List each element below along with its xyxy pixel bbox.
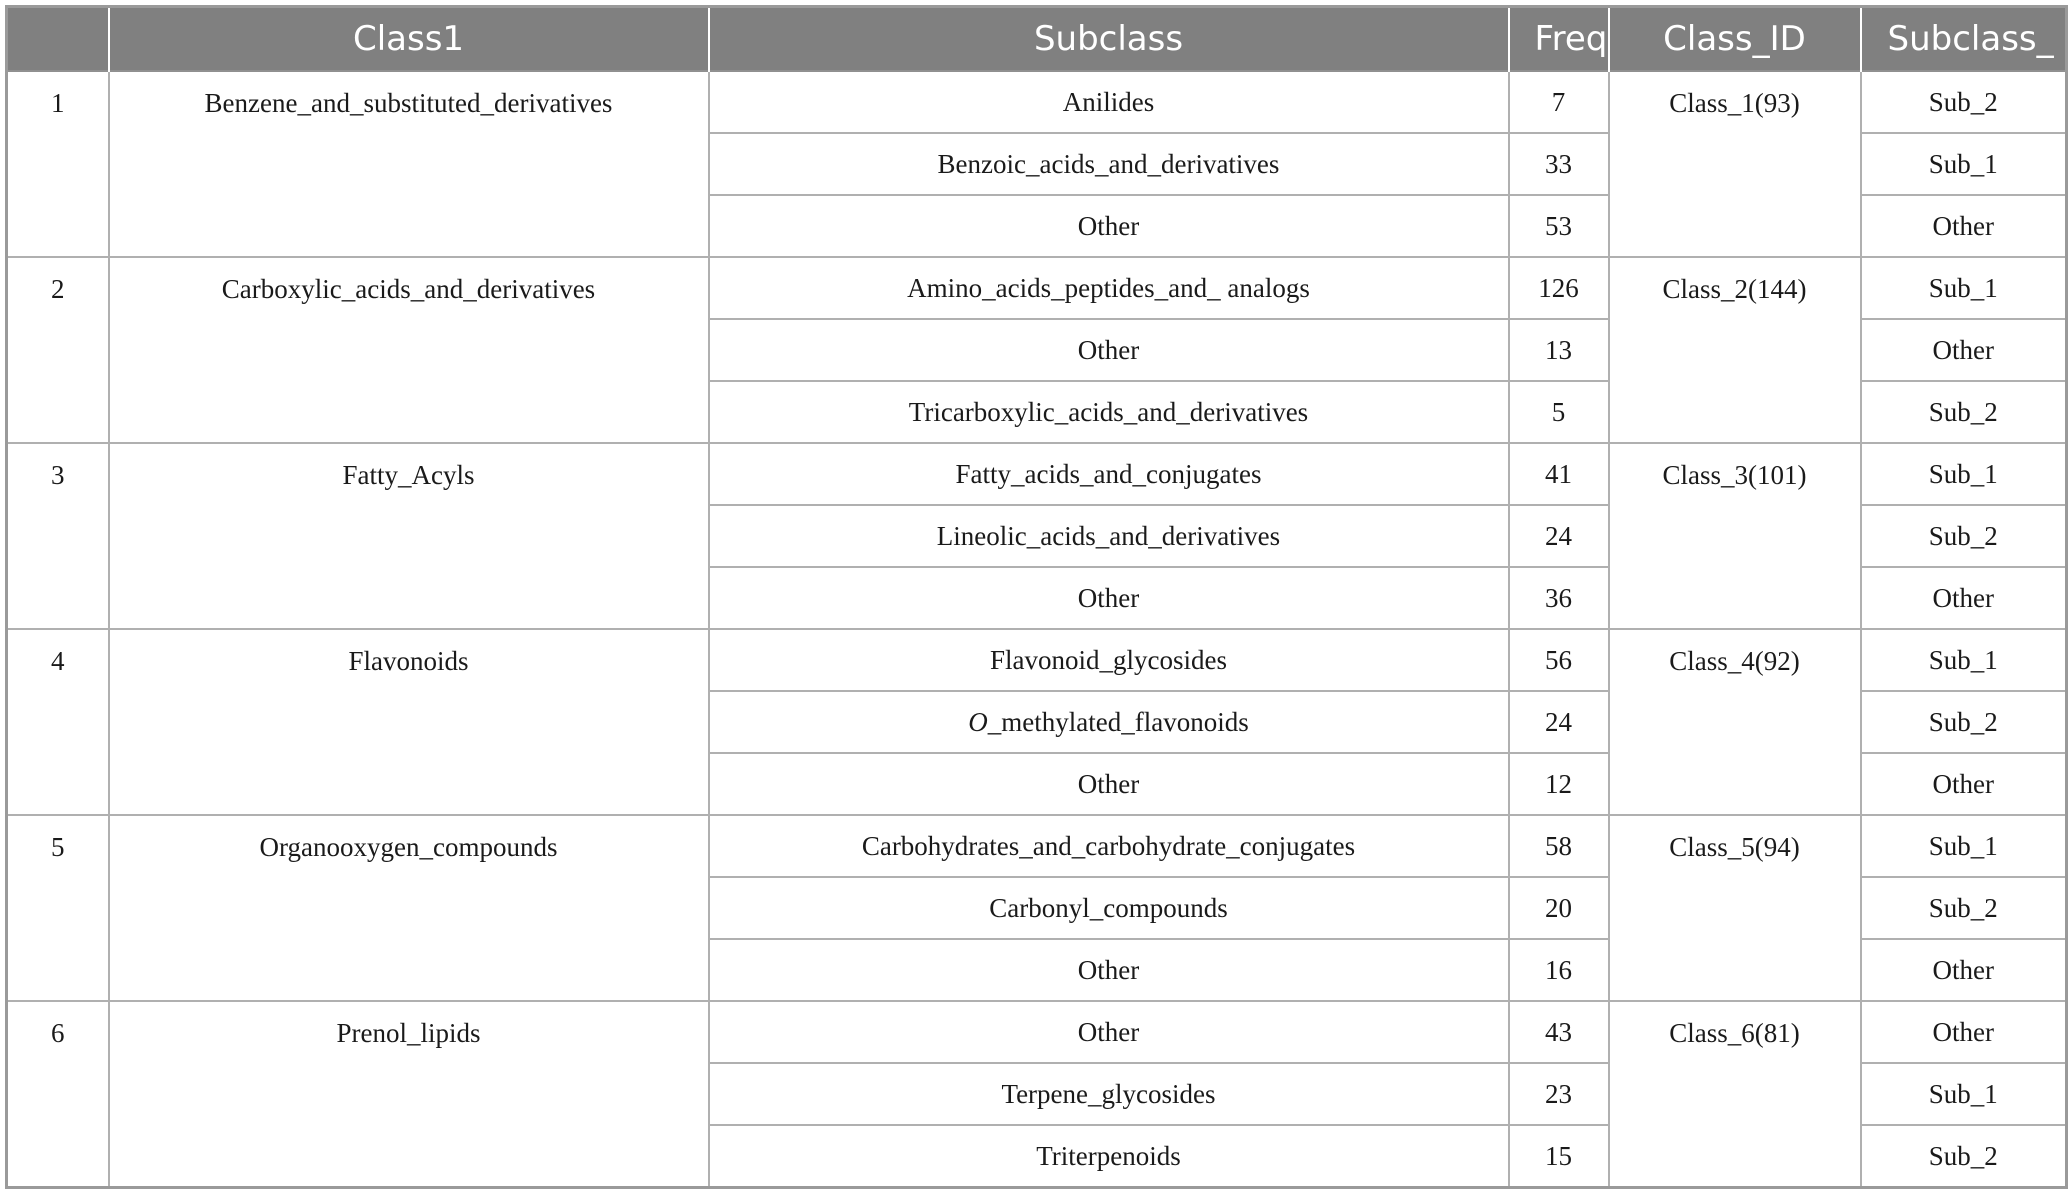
subclass-cell: Lineolic_acids_and_derivatives	[709, 505, 1509, 567]
subclass-cell: Other	[709, 939, 1509, 1001]
class1-cell: Flavonoids	[109, 629, 709, 815]
header-subclass: Subclass	[709, 7, 1509, 72]
class1-cell: Fatty_Acyls	[109, 443, 709, 629]
freq-cell: 24	[1509, 691, 1609, 753]
header-class-id: Class_ID	[1609, 7, 1861, 72]
header-subclass-id: Subclass_	[1861, 7, 2067, 72]
class-id-cell: Class_4(92)	[1609, 629, 1861, 815]
subclass-cell: Fatty_acids_and_conjugates	[709, 443, 1509, 505]
class-id-cell: Class_5(94)	[1609, 815, 1861, 1001]
group-index: 6	[7, 1001, 109, 1188]
subclass-cell: Other	[709, 567, 1509, 629]
subclass-id-cell: Sub_2	[1861, 877, 2067, 939]
subclass-id-cell: Other	[1861, 753, 2067, 815]
subclass-id-cell: Sub_1	[1861, 629, 2067, 691]
subclass-cell: Carbonyl_compounds	[709, 877, 1509, 939]
header-index	[7, 7, 109, 72]
table-row	[7, 815, 2067, 877]
subclass-cell: Tricarboxylic_acids_and_derivatives	[709, 381, 1509, 443]
freq-cell: 43	[1509, 1001, 1609, 1063]
table-row	[7, 443, 2067, 505]
subclass-id-cell: Sub_2	[1861, 1125, 2067, 1188]
subclass-cell: Other	[709, 753, 1509, 815]
freq-cell: 12	[1509, 753, 1609, 815]
data-table-container	[5, 5, 2065, 1183]
subclass-cell: Other	[709, 195, 1509, 257]
class1-cell: Benzene_and_substituted_derivatives	[109, 71, 709, 257]
freq-cell: 13	[1509, 319, 1609, 381]
subclass-cell: Amino_acids_peptides_and_ analogs	[709, 257, 1509, 319]
subclass-id-cell: Sub_1	[1861, 1063, 2067, 1125]
freq-cell: 58	[1509, 815, 1609, 877]
subclass-id-cell: Sub_1	[1861, 257, 2067, 319]
subclass-cell: Other	[709, 1001, 1509, 1063]
subclass-id-cell: Sub_2	[1861, 691, 2067, 753]
subclass-id-cell: Other	[1861, 567, 2067, 629]
group-index: 4	[7, 629, 109, 815]
header-freq: Freq	[1509, 7, 1609, 72]
freq-cell: 56	[1509, 629, 1609, 691]
subclass-id-cell: Sub_1	[1861, 443, 2067, 505]
freq-cell: 16	[1509, 939, 1609, 1001]
subclass-italic-prefix: O	[968, 706, 988, 737]
subclass-cell: Flavonoid_glycosides	[709, 629, 1509, 691]
class1-cell: Carboxylic_acids_and_derivatives	[109, 257, 709, 443]
subclass-id-cell: Sub_1	[1861, 815, 2067, 877]
table-row	[7, 71, 2067, 133]
group-index: 2	[7, 257, 109, 443]
subclass-cell: Anilides	[709, 71, 1509, 133]
subclass-id-cell: Other	[1861, 939, 2067, 1001]
class1-cell: Prenol_lipids	[109, 1001, 709, 1188]
freq-cell: 36	[1509, 567, 1609, 629]
subclass-id-cell: Sub_2	[1861, 71, 2067, 133]
freq-cell: 5	[1509, 381, 1609, 443]
group-index: 5	[7, 815, 109, 1001]
subclass-cell	[709, 691, 1509, 753]
subclass-cell: Other	[709, 319, 1509, 381]
subclass-id-cell: Sub_2	[1861, 505, 2067, 567]
class-id-cell: Class_6(81)	[1609, 1001, 1861, 1188]
group-index: 3	[7, 443, 109, 629]
subclass-id-cell: Other	[1861, 195, 2067, 257]
freq-cell: 41	[1509, 443, 1609, 505]
table-row	[7, 1001, 2067, 1063]
subclass-cell: Carbohydrates_and_carbohydrate_conjugates	[709, 815, 1509, 877]
class-id-cell: Class_2(144)	[1609, 257, 1861, 443]
freq-cell: 7	[1509, 71, 1609, 133]
subclass-cell: Benzoic_acids_and_derivatives	[709, 133, 1509, 195]
subclass-id-cell: Sub_2	[1861, 381, 2067, 443]
freq-cell: 33	[1509, 133, 1609, 195]
header-row	[7, 7, 2067, 72]
freq-cell: 23	[1509, 1063, 1609, 1125]
table-row	[7, 257, 2067, 319]
freq-cell: 53	[1509, 195, 1609, 257]
subclass-id-cell: Sub_1	[1861, 133, 2067, 195]
group-index: 1	[7, 71, 109, 257]
class-id-cell: Class_1(93)	[1609, 71, 1861, 257]
subclass-id-cell: Other	[1861, 1001, 2067, 1063]
header-class1: Class1	[109, 7, 709, 72]
class-id-cell: Class_3(101)	[1609, 443, 1861, 629]
table-row	[7, 629, 2067, 691]
subclass-rest: _methylated_flavonoids	[987, 706, 1249, 737]
classification-table	[5, 5, 2068, 1189]
subclass-cell: Terpene_glycosides	[709, 1063, 1509, 1125]
freq-cell: 15	[1509, 1125, 1609, 1188]
subclass-cell: Triterpenoids	[709, 1125, 1509, 1188]
subclass-id-cell: Other	[1861, 319, 2067, 381]
class1-cell: Organooxygen_compounds	[109, 815, 709, 1001]
freq-cell: 126	[1509, 257, 1609, 319]
freq-cell: 20	[1509, 877, 1609, 939]
freq-cell: 24	[1509, 505, 1609, 567]
